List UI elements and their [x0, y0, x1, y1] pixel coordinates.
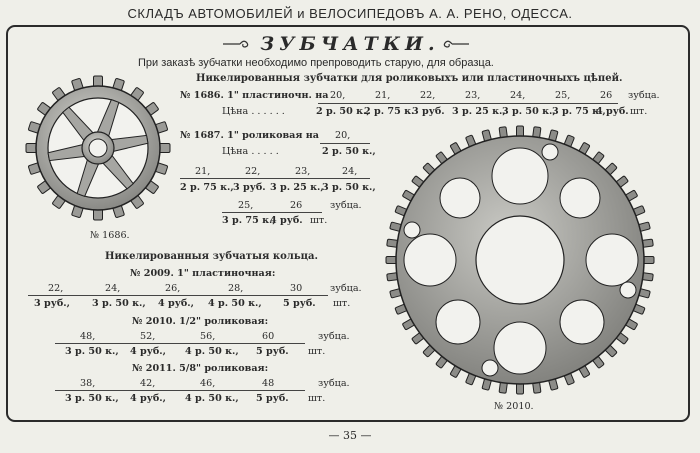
item-2011-label: № 2011. 5/8" роликовая: — [132, 363, 269, 374]
item-2011-teeth-2: 46, — [200, 378, 216, 389]
sprocket-1686-icon — [22, 72, 174, 224]
item-1687-price-r2-1: 3 руб. — [233, 182, 266, 193]
item-1687-teeth-r2-1: 22, — [245, 166, 261, 177]
item-2010-price-1: 4 руб., — [130, 346, 166, 357]
flourish-right-icon — [440, 39, 470, 49]
item-1686-teeth-6: 26 — [600, 90, 613, 101]
item-2011-price-1: 4 руб., — [130, 393, 166, 404]
rule — [180, 178, 370, 179]
item-2009-teeth-4: 30 — [290, 283, 303, 294]
rule — [28, 295, 328, 296]
item-1687-price-r2-0: 2 р. 75 к., — [180, 182, 234, 193]
item-1686-teeth-2: 22, — [420, 90, 436, 101]
item-2009-price-1: 3 р. 50 к., — [92, 298, 146, 309]
item-2010-price-3: 5 руб. — [256, 346, 289, 357]
rule — [318, 103, 618, 104]
item-1687-teeth-first: 20, — [335, 130, 351, 141]
item-2010-teeth-0: 48, — [80, 331, 96, 342]
item-2011-teeth-1: 42, — [140, 378, 156, 389]
item-1687-teeth-unit: зубца. — [330, 200, 362, 211]
item-2010-teeth-2: 56, — [200, 331, 216, 342]
item-1687-price-r3-1: 4 руб. — [270, 215, 303, 226]
page-title: ЗУБЧАТКИ. — [260, 33, 440, 55]
item-2011-teeth-unit: зубца. — [318, 378, 350, 389]
item-2011-price-unit: шт. — [308, 393, 326, 404]
item-2011-teeth-3: 48 — [262, 378, 275, 389]
item-1686-price-label: Цѣна . . . . . . — [222, 106, 285, 117]
item-1687-price-r2-2: 3 р. 25 к., — [270, 182, 324, 193]
item-1686-price-6: 4 руб. — [596, 106, 629, 117]
item-2010-price-0: 3 р. 50 к., — [65, 346, 119, 357]
item-2011-price-2: 4 р. 50 к., — [185, 393, 239, 404]
item-2009-teeth-unit: зубца. — [330, 283, 362, 294]
item-2009-teeth-3: 28, — [228, 283, 244, 294]
item-2010-label: № 2010. 1/2" роликовая: — [132, 316, 269, 327]
item-2009-price-4: 5 руб. — [283, 298, 316, 309]
item-1686-teeth-4: 24, — [510, 90, 526, 101]
item-2010-teeth-3: 60 — [262, 331, 275, 342]
item-1686-teeth-5: 25, — [555, 90, 571, 101]
subtitle: При заказѣ зубчатки необходимо препроводить старую, для образца. — [138, 57, 494, 69]
item-1687-teeth-r2-2: 23, — [295, 166, 311, 177]
item-2009-teeth-1: 24, — [105, 283, 121, 294]
item-1687-price-first: 2 р. 50 к., — [322, 146, 376, 157]
chainring-2010-icon — [382, 122, 658, 398]
item-1686-teeth-0: 20, — [330, 90, 346, 101]
item-2009-teeth-0: 22, — [48, 283, 64, 294]
rule — [222, 212, 322, 213]
item-1686-label: № 1686. 1" пластиночн. на — [180, 90, 329, 101]
item-1687-teeth-r3-0: 25, — [238, 200, 254, 211]
page-number: — 35 — — [328, 429, 372, 442]
item-1687-label: № 1687. 1" роликовая на — [180, 130, 320, 141]
item-1686-price-0: 2 р. 50 к., — [316, 106, 370, 117]
item-1687-price-label: Цѣна . . . . . — [222, 146, 279, 157]
item-2010-price-unit: шт. — [308, 346, 326, 357]
item-2011-price-0: 3 р. 50 к., — [65, 393, 119, 404]
item-1686-price-2: 3 руб. — [412, 106, 445, 117]
item-2010-teeth-1: 52, — [140, 331, 156, 342]
item-2009-price-unit: шт. — [333, 298, 351, 309]
item-1687-teeth-r2-0: 21, — [195, 166, 211, 177]
section2-heading: Никелированныя зубчатыя кольца. — [105, 251, 318, 262]
item-2010-teeth-unit: зубца. — [318, 331, 350, 342]
item-1687-price-r3-0: 3 р. 75 к., — [222, 215, 276, 226]
item-1686-price-unit: шт. — [630, 106, 648, 117]
item-1687-teeth-r3-1: 26 — [290, 200, 303, 211]
item-1687-price-r2-3: 3 р. 50 к., — [322, 182, 376, 193]
item-2011-teeth-0: 38, — [80, 378, 96, 389]
rule — [55, 390, 305, 391]
item-2011-price-3: 5 руб. — [256, 393, 289, 404]
page-header: СКЛАДЪ АВТОМОБИЛЕЙ и ВЕЛОСИПЕДОВЪ А. А. РЕНО, ОДЕССА. — [127, 6, 573, 21]
item-1686-teeth-1: 21, — [375, 90, 391, 101]
rule — [320, 143, 370, 144]
caption-1686: № 1686. — [90, 230, 130, 241]
item-1686-teeth-unit: зубца. — [628, 90, 660, 101]
item-1686-price-1: 2 р. 75 к. — [364, 106, 415, 117]
item-2009-price-3: 4 р. 50 к., — [208, 298, 262, 309]
item-1686-price-4: 3 р. 50 к., — [502, 106, 556, 117]
section1-heading: Никелированныя зубчатки для роликовыхъ или пластиночныхъ цѣпей. — [196, 73, 623, 84]
item-1686-teeth-3: 23, — [465, 90, 481, 101]
item-2010-price-2: 4 р. 50 к., — [185, 346, 239, 357]
item-2009-label: № 2009. 1" пластиночная: — [130, 268, 276, 279]
item-1686-price-5: 3 р. 75 к., — [552, 106, 606, 117]
item-2009-price-0: 3 руб., — [34, 298, 70, 309]
item-1687-price-unit: шт. — [310, 215, 328, 226]
item-1686-price-3: 3 р. 25 к., — [452, 106, 506, 117]
item-1687-teeth-r2-3: 24, — [342, 166, 358, 177]
caption-2010: № 2010. — [494, 401, 534, 412]
item-2009-price-2: 4 руб., — [158, 298, 194, 309]
rule — [55, 343, 305, 344]
item-2009-teeth-2: 26, — [165, 283, 181, 294]
